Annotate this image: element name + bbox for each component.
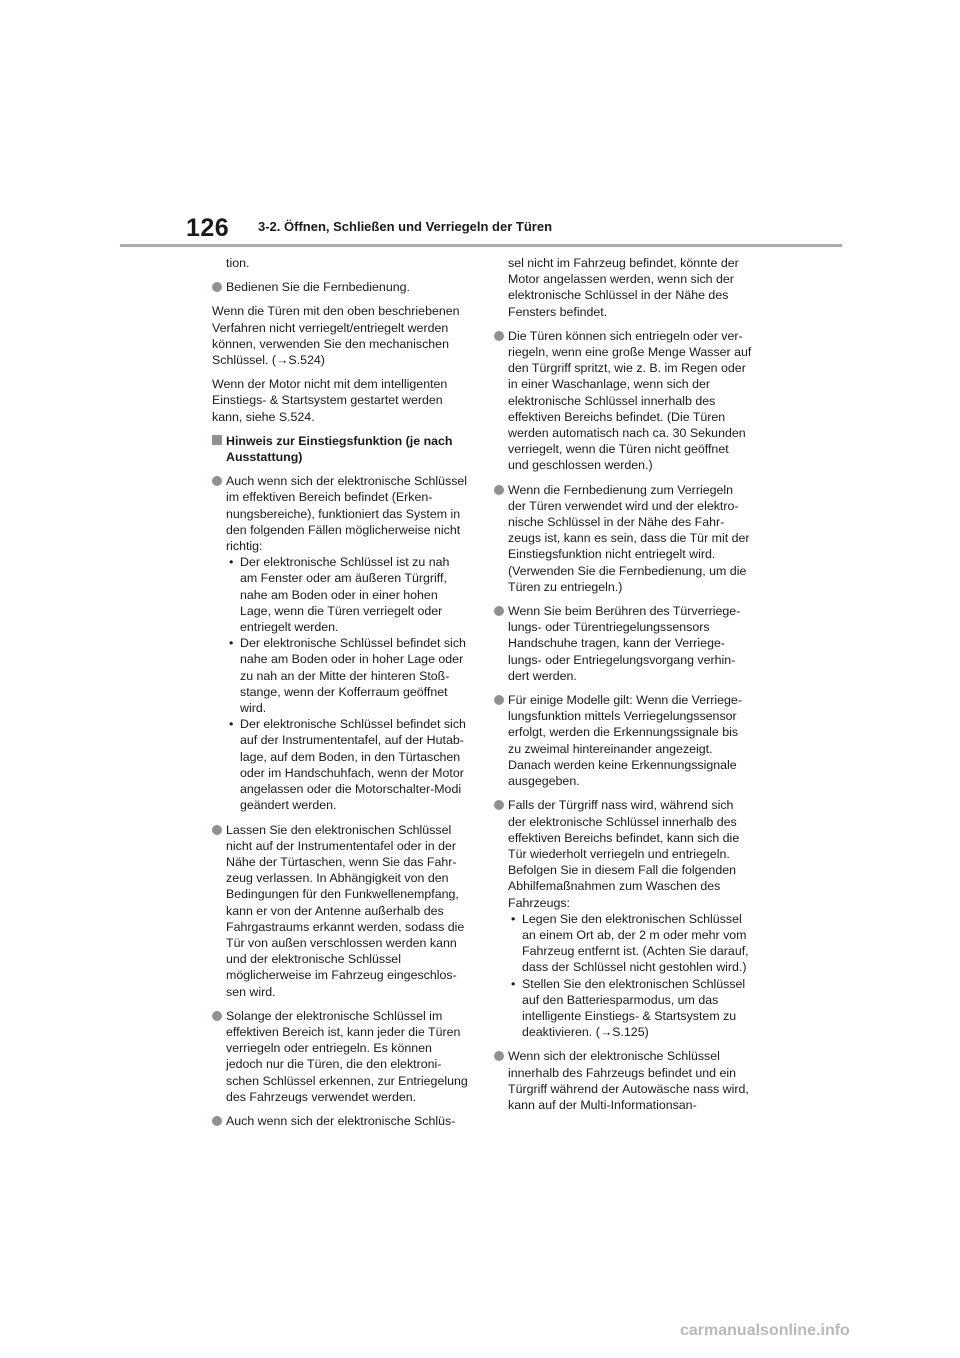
subitem-bumper: • Der elektronische Schlüssel befindet sich nahe am Boden oder in hoher Lage oder zu nah an der Mitte der hinteren Stoßstange, wenn der Kofferraum geöffnet wird.: [226, 635, 470, 716]
bullet-dot-icon: [212, 1011, 222, 1021]
subitem-window: • Der elektronische Schlüssel ist zu nah am Fenster oder am äußeren Türgriff, nahe am Boden oder in einer hohen Lage, wenn die Türen verriegelt oder entriegelt werden.: [226, 554, 470, 635]
bullet-key-inside: [212, 822, 470, 1000]
bullet-dot-icon: [212, 282, 222, 292]
paragraph-mechanical-key: Wenn die Türen mit den oben beschriebenen Verfahren nicht verriegelt/entriegelt werden können, verwenden Sie den mechanischen Schlüssel. (→S.524): [212, 304, 460, 368]
bullet-wet-handle: [494, 797, 752, 1040]
bullet-dot-icon: [494, 606, 504, 616]
heading-text: Hinweis zur Einstiegsfunktion (je nach Ausstattung): [226, 433, 453, 465]
watermark: carmanualsonline.info: [680, 1322, 850, 1339]
bullet-gloves: [494, 603, 752, 684]
bullet-dot-icon: [494, 1051, 504, 1061]
bullet-text: Bedienen Sie die Fernbedienung.: [226, 280, 410, 295]
bullet-text: Lassen Sie den elektronischen Schlüssel nicht auf der Instrumententafel oder in der Nähe der Türtaschen, wenn Sie das Fahrzeug verlassen. In Abhängigkeit von den Bedingungen für den Funkwellenempfang, kann er von der Antenne außerhalb des Fahrgastraums erkannt werden, sodass die Tür von außen verschlossen werden kann und der elektronische Schlüssel möglicherweise im Fahrzeug eingeschlossen wird.: [226, 822, 465, 999]
bullet-detection-issues: [212, 473, 470, 813]
page-number: 126: [186, 214, 230, 242]
bullet-water-spray: [494, 328, 752, 474]
bullet-text: Wenn sich der elektronische Schlüssel innerhalb des Fahrzeugs befindet und ein Türgriff während der Autowäsche nass wird, kann auf der Multi-Informationsan-: [508, 1049, 749, 1112]
left-column: [212, 255, 470, 1137]
bullet-text: Solange der elektronische Schlüssel im effektiven Bereich ist, kann jeder die Türen verriegeln oder entriegeln. Es können jedoch nur die Türen, die den elektronischen Schlüssel erkennen, zur Entriegelung des Fahrzeugs verwendet werden.: [226, 1008, 468, 1104]
bullet-remote-lock: [494, 482, 752, 595]
bullet-text: Wenn die Fernbedienung zum Verriegeln der Türen verwendet wird und der elektronische Schlüssel in der Nähe des Fahrzeugs ist, kann es sein, dass die Tür mit der Einstiegsfunktion nicht entriegelt wird. (Verwenden Sie die Fernbedienung, um die Türen zu entriegeln.): [508, 482, 750, 594]
bullet-text: Für einige Modelle gilt: Wenn die Verriegelungsfunktion mittels Verriegelungssensor erfolgt, werden die Erkennungssignale bis zu zweimal hintereinander angezeigt. Danach werden keine Erkennungssignale ausgegeben.: [508, 693, 742, 789]
bullet-effective-range: [212, 1008, 470, 1105]
bullet-dot-icon: [212, 1116, 222, 1126]
bullet-text: Falls der Türgriff nass wird, während sich der elektronische Schlüssel innerhalb des effektiven Bereichs befindet, kann sich die Tür wiederholt verriegeln und entriegeln. Befolgen Sie in diesem Fall die folgenden Abhilfemaßnahmen zum Waschen des Fahrzeugs:: [508, 798, 740, 910]
subitem-battery-save: • Stellen Sie den elektronischen Schlüssel auf den Batteriesparmodus, um das intelligente Einstiegs- & Startsystem zu deaktivieren. (→S.125): [508, 976, 752, 1041]
subitem-dashboard: • Der elektronische Schlüssel befindet sich auf der Instrumententafel, auf der Hutablage, auf dem Boden, in den Türtaschen oder im Handschuhfach, wenn der Motor angelassen oder die Motorschalter-Modi geändert werden.: [226, 716, 470, 813]
bullet-text: Auch wenn sich der elektronische Schlüs-: [226, 1113, 456, 1128]
left-continuation: tion.: [226, 256, 250, 270]
bullet-text: Die Türen können sich entriegeln oder verriegeln, wenn eine große Menge Wasser auf den Türgriff spritzt, wie z. B. im Regen oder in einer Waschanlage, wenn sich der elektronische Schlüssel innerhalb des effektiven Bereichs befindet. (Die Türen werden automatisch nach ca. 30 Sekunden verriegelt, wenn die Türen nicht geöffnet und geschlossen werden.): [508, 328, 752, 473]
right-continuation: sel nicht im Fahrzeug befindet, könnte der Motor angelassen werden, wenn sich der elektronische Schlüssel in der Nähe des Fensters befindet.: [508, 256, 739, 319]
subitem-distance: • Legen Sie den elektronischen Schlüssel an einem Ort ab, der 2 m oder mehr vom Fahrzeug entfernt ist. (Achten Sie darauf, dass der Schlüssel nicht gestohlen wird.): [508, 911, 752, 976]
bullet-text: Auch wenn sich der elektronische Schlüssel im effektiven Bereich befindet (Erkennungsbereiche), funktioniert das System in den folgenden Fällen möglicherweise nicht richtig:: [226, 474, 468, 554]
bullet-dot-icon: [494, 800, 504, 810]
bullet-dot-icon: [212, 825, 222, 835]
bullet-signals: [494, 692, 752, 789]
heading-square-icon: [212, 435, 222, 445]
bullet-dot-icon: [494, 331, 504, 341]
section-heading: [212, 433, 470, 465]
bullet-dot-icon: [212, 476, 222, 486]
bullet-car-wash: [494, 1048, 752, 1113]
bullet-dot-icon: [494, 695, 504, 705]
bullet-remote: [212, 279, 470, 295]
bullet-engine-window: [212, 1113, 470, 1129]
bullet-dot-icon: [494, 485, 504, 495]
paragraph-engine-start: Wenn der Motor nicht mit dem intelligenten Einstiegs- & Startsystem gestartet werden kann, siehe S.524.: [212, 377, 448, 424]
section-title: 3-2. Öffnen, Schließen und Verriegeln der Türen: [258, 219, 553, 234]
bullet-text: Wenn Sie beim Berühren des Türverriegelungs- oder Türentriegelungssensors Handschuhe tragen, kann der Verriegelungs- oder Entriegelungsvorgang verhindert werden.: [508, 604, 741, 683]
header-rule: [120, 244, 842, 247]
right-column: [494, 255, 752, 1121]
